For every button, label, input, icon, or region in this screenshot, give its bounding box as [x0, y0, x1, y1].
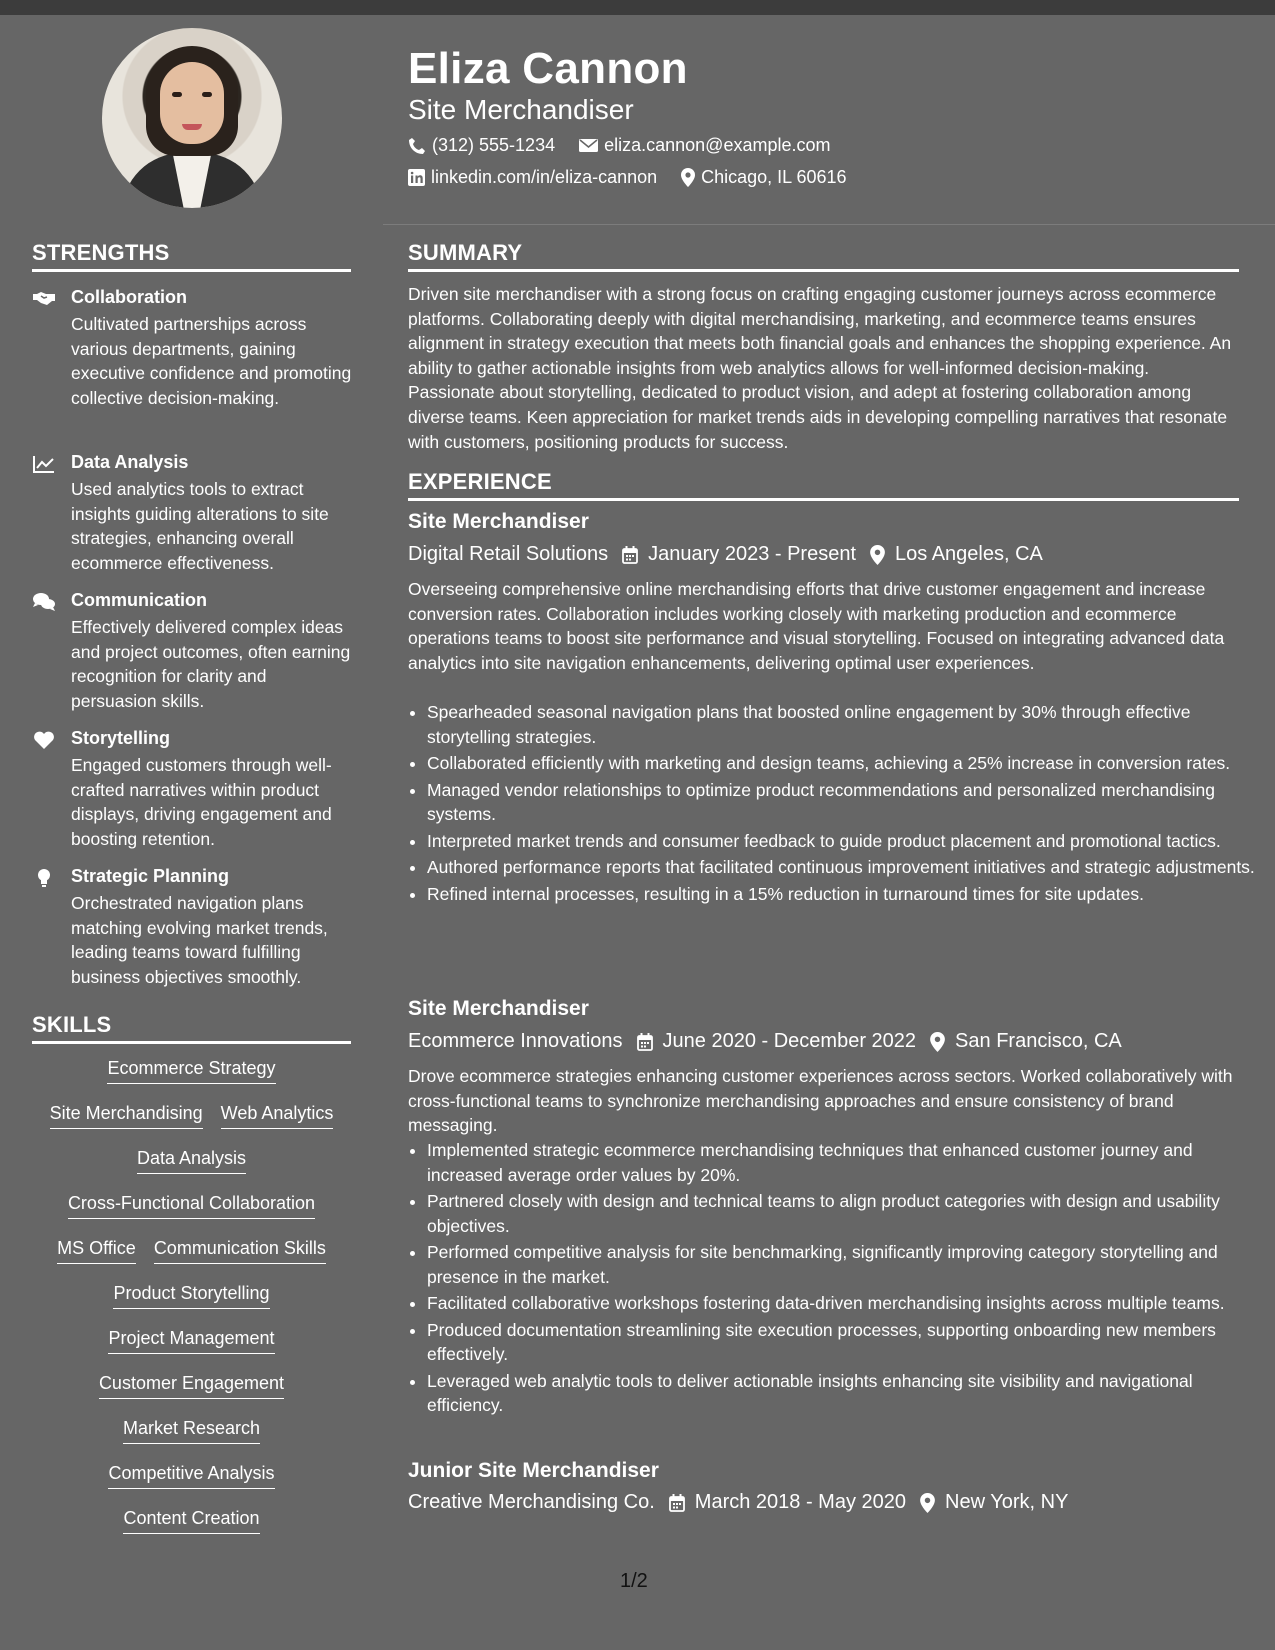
lightbulb-icon [32, 868, 56, 888]
strength-title: Collaboration [71, 287, 187, 307]
skill-tag: Customer Engagement [99, 1373, 284, 1399]
job-title: Site Merchandiser [408, 997, 589, 1020]
job-meta [408, 1491, 1068, 1514]
strength-title: Storytelling [71, 728, 171, 748]
skill-tag: Project Management [108, 1328, 274, 1354]
heart-icon [32, 730, 56, 750]
job-bullet: • Facilitated collaborative workshops fostering data-driven merchandising insights across multiple teams. [427, 1291, 1258, 1316]
job-bullet: • Leveraged web analytic tools to deliver actionable insights enhancing site visibility and navigational efficiency. [427, 1369, 1258, 1418]
skill-tag: Data Analysis [137, 1148, 246, 1174]
job-description: Overseeing comprehensive online merchandising efforts that drive customer engagement and increase conversion rates. Collaboration includes working closely with marketing production and ecommerce operations teams to boost site performance and visual storytelling. Focused on integrating advanced data analytics into site navigation enhancements, delivering optimal user experiences. [408, 579, 1225, 673]
skill-tag: Ecommerce Strategy [107, 1058, 275, 1084]
job-bullet: • Produced documentation streamlining site execution processes, supporting onboarding new members effectively. [427, 1318, 1258, 1367]
job-bullets [408, 700, 1258, 908]
phone-icon [408, 137, 426, 155]
top-bar [0, 0, 1275, 15]
job-bullet: • Authored performance reports that facilitated continuous improvement initiatives and strategic adjustments. [427, 855, 1258, 880]
job-bullet: • Interpreted market trends and consumer feedback to guide product placement and promotional tactics. [427, 829, 1258, 854]
contact-row [408, 135, 830, 156]
skill-tag: MS Office [57, 1238, 136, 1264]
job-company: Creative Merchandising Co. [408, 1491, 655, 1513]
job-location: Los Angeles, CA [895, 543, 1043, 565]
envelope-icon [579, 138, 598, 153]
skill-tag: Cross-Functional Collaboration [68, 1193, 315, 1219]
strength-title: Communication [71, 590, 208, 610]
skill-tag: Web Analytics [221, 1103, 334, 1129]
job-location: New York, NY [945, 1491, 1069, 1513]
job-dates: March 2018 - May 2020 [694, 1491, 907, 1513]
map-pin-icon [681, 168, 695, 187]
email-link[interactable]: eliza.cannon@example.com [604, 135, 831, 155]
job-location: San Francisco, CA [955, 1030, 1122, 1052]
strength-desc: Used analytics tools to extract insights guiding alterations to site strategies, enhancing overall ecommerce effectiveness. [71, 479, 329, 573]
header-divider [383, 224, 1275, 225]
job-bullet: • Collaborated efficiently with marketing and design teams, achieving a 25% increase in conversion rates. [427, 751, 1258, 776]
calendar-icon [622, 546, 638, 564]
strength-desc: Cultivated partnerships across various departments, gaining executive confidence and promoting collective decision-making. [71, 314, 352, 408]
job-company: Digital Retail Solutions [408, 543, 609, 565]
summary-text: Driven site merchandiser with a strong focus on crafting engaging customer journeys across ecommerce platforms. Collaborating deeply with digital merchandising, marketing, and ecommerce teams ensures alignment in strategy execution that meets both financial goals and enhances the shopping experience. An ability to gather actionable insights from web analytics allows for well-informed decision-making. Passionate about storytelling, dedicated to product vision, and adept at fostering collaboration among diverse teams. Keen appreciation for market trends aids in developing compelling narratives that resonate with customers, positioning products for success. [408, 284, 1232, 452]
skill-tag: Content Creation [123, 1508, 259, 1534]
job-title: Site Merchandiser [408, 510, 589, 533]
linkedin-icon [408, 169, 425, 186]
strength-desc: Engaged customers through well-crafted narratives within product displays, driving engagement and boosting retention. [71, 755, 332, 849]
strengths-heading: STRENGTHS [32, 240, 351, 272]
strength-desc: Effectively delivered complex ideas and project outcomes, often earning recognition for clarity and persuasion skills. [71, 617, 351, 711]
job-bullet: • Partnered closely with design and technical teams to align product categories with design and usability objectives. [427, 1189, 1258, 1238]
calendar-icon [637, 1033, 653, 1051]
candidate-role: Site Merchandiser [408, 94, 634, 125]
candidate-name: Eliza Cannon [408, 44, 688, 93]
job-meta [408, 543, 1043, 566]
job-dates: January 2023 - Present [648, 543, 857, 565]
linkedin-link[interactable]: linkedin.com/in/eliza-cannon [431, 167, 658, 187]
calendar-icon [669, 1494, 685, 1512]
profile-photo [102, 28, 282, 208]
contact-row [408, 167, 847, 188]
job-description: Drove ecommerce strategies enhancing customer experiences across sectors. Worked collaboratively with cross-functional teams to synchronize merchandising approaches and ensure consistency of brand messaging. [408, 1066, 1233, 1135]
job-bullet: • Implemented strategic ecommerce merchandising techniques that enhanced customer journey and increased average order values by 20%. [427, 1138, 1258, 1187]
map-pin-icon [920, 1493, 935, 1513]
job-bullet: • Performed competitive analysis for site benchmarking, significantly improving category storytelling and presence in the market. [427, 1240, 1258, 1289]
skill-tag: Site Merchandising [50, 1103, 203, 1129]
summary-heading: SUMMARY [408, 240, 1239, 272]
job-bullet: • Spearheaded seasonal navigation plans that boosted online engagement by 30% through effective storytelling strategies. [427, 700, 1258, 749]
skill-tag: Competitive Analysis [108, 1463, 274, 1489]
skills-heading: SKILLS [32, 1012, 351, 1044]
phone-text[interactable]: (312) 555-1234 [432, 135, 556, 155]
page-number: 1/2 [620, 1570, 648, 1592]
job-bullets [408, 1138, 1258, 1420]
line-chart-icon [32, 454, 56, 474]
strength-title: Data Analysis [71, 452, 189, 472]
job-bullet: • Managed vendor relationships to optimize product recommendations and personalized merchandising systems. [427, 778, 1258, 827]
strength-title: Strategic Planning [71, 866, 230, 886]
skills-list [32, 1058, 351, 1553]
location-text: Chicago, IL 60616 [701, 167, 847, 187]
job-company: Ecommerce Innovations [408, 1030, 623, 1052]
skill-tag: Market Research [123, 1418, 260, 1444]
handshake-icon [32, 289, 56, 309]
strength-desc: Orchestrated navigation plans matching evolving market trends, leading teams toward fulfilling business objectives smoothly. [71, 893, 328, 987]
skill-tag: Communication Skills [154, 1238, 326, 1264]
job-dates: June 2020 - December 2022 [662, 1030, 917, 1052]
job-bullet: • Refined internal processes, resulting in a 15% reduction in turnaround times for site updates. [427, 882, 1258, 907]
job-title: Junior Site Merchandiser [408, 1459, 659, 1482]
skill-tag: Product Storytelling [113, 1283, 269, 1309]
map-pin-icon [870, 545, 885, 565]
job-meta [408, 1030, 1122, 1053]
experience-heading: EXPERIENCE [408, 469, 1239, 501]
map-pin-icon [930, 1032, 945, 1052]
comments-icon [32, 592, 56, 612]
